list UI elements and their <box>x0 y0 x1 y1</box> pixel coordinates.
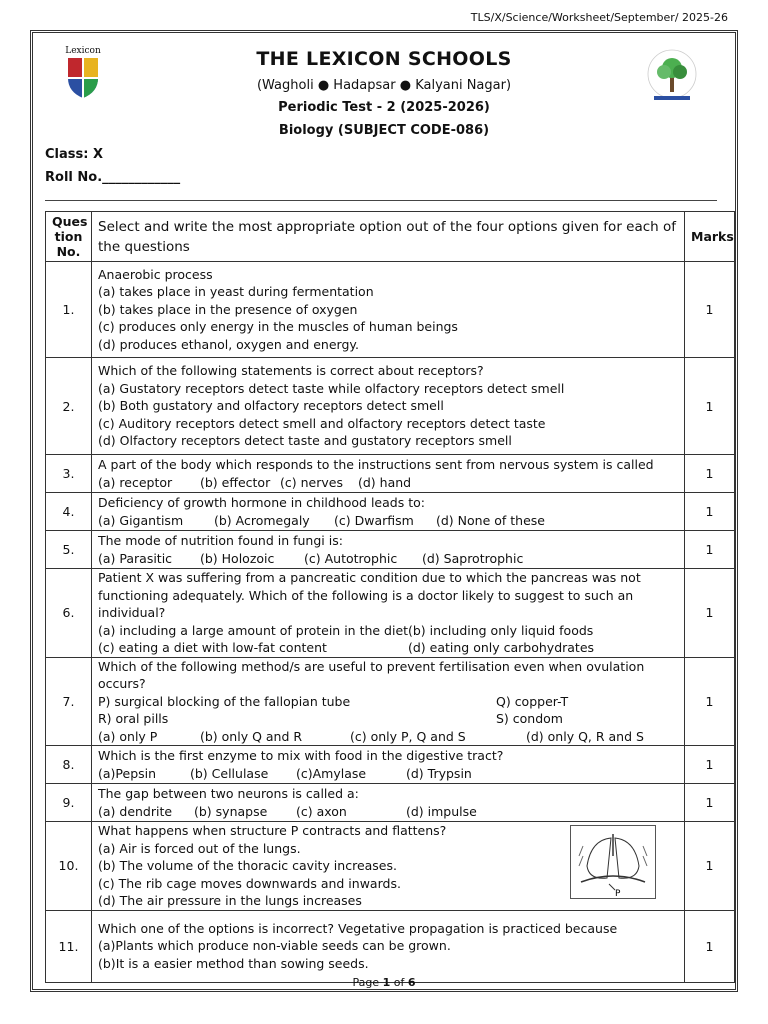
question-line: A part of the body which responds to the instructions sent from nervous system is called <box>98 457 654 472</box>
question-number: 9. <box>46 784 92 822</box>
option-row <box>98 728 678 746</box>
question-line: (d) The air pressure in the lungs increases <box>98 893 362 908</box>
footer-current-page: 1 <box>382 976 391 989</box>
school-name: THE LEXICON SCHOOLS <box>256 48 512 70</box>
question-marks: 1 <box>685 910 735 982</box>
marks-header: Marks <box>685 212 735 262</box>
option-item: (b) synapse <box>194 803 268 819</box>
option-row <box>98 512 678 530</box>
question-line: Deficiency of growth hormone in childhood leads to: <box>98 495 425 510</box>
option-item: (d) eating only carbohydrates <box>408 640 595 655</box>
qno-header: Ques tion No. <box>46 212 92 262</box>
question-line: Which of the following statements is correct about receptors? <box>98 363 484 379</box>
option-pair <box>98 693 678 711</box>
option-item: (c) only P, Q and S <box>350 728 466 744</box>
option-item: P) surgical blocking of the fallopian tube <box>98 693 351 709</box>
option-item: (d) Trypsin <box>406 765 472 781</box>
option-item: (d) None of these <box>436 512 545 528</box>
option-item: (c) Dwarfism <box>334 512 414 528</box>
question-number: 2. <box>46 358 92 455</box>
question-line: individual? <box>98 605 166 620</box>
question-row <box>46 910 735 982</box>
question-text <box>92 822 685 911</box>
question-text <box>92 455 685 493</box>
question-marks: 1 <box>685 358 735 455</box>
option-item: (a) including a large amount of protein in the diet <box>98 622 409 638</box>
option-item: (c) axon <box>296 803 347 819</box>
class-line: Class: X <box>45 147 103 162</box>
question-line: (a) takes place in yeast during fermentation <box>98 284 374 300</box>
question-line: What happens when structure P contracts and flattens? <box>98 823 447 838</box>
question-line: Anaerobic process <box>98 266 213 282</box>
question-row <box>46 822 735 911</box>
question-line: Which is the first enzyme to mix with food in the digestive tract? <box>98 748 504 763</box>
option-item: Q) copper-T <box>496 693 569 709</box>
question-text <box>92 569 685 658</box>
question-row <box>46 493 735 531</box>
option-item: (a)Pepsin <box>98 765 157 781</box>
question-line: (a)Plants which produce non-viable seeds can be grown. <box>98 938 451 954</box>
test-title: Periodic Test - 2 (2025-2026) <box>278 100 490 115</box>
question-row <box>46 455 735 493</box>
question-text <box>92 262 685 358</box>
option-pair <box>98 639 678 657</box>
question-row <box>46 657 735 746</box>
question-line: (b)It is a easier method than sowing seeds. <box>98 955 369 971</box>
option-item: (a) Gigantism <box>98 512 184 528</box>
question-table <box>45 211 735 983</box>
question-marks: 1 <box>685 784 735 822</box>
question-marks: 1 <box>685 657 735 746</box>
question-line: (a) Gustatory receptors detect taste while olfactory receptors detect smell <box>98 380 565 396</box>
question-line: (d) Olfactory receptors detect taste and gustatory receptors smell <box>98 433 512 449</box>
lungs-diagram-icon <box>571 826 655 898</box>
option-item: R) oral pills <box>98 711 169 726</box>
option-item: (a) receptor <box>98 474 173 490</box>
question-text <box>92 746 685 784</box>
question-row <box>46 784 735 822</box>
option-item: S) condom <box>496 711 563 726</box>
question-number: 3. <box>46 455 92 493</box>
separator-line <box>45 200 717 201</box>
branch-list: (Wagholi ● Hadapsar ● Kalyani Nagar) <box>256 78 512 93</box>
question-line: Which of the following method/s are useful to prevent fertilisation even when ovulation <box>98 658 645 674</box>
question-row <box>46 262 735 358</box>
question-number: 6. <box>46 569 92 658</box>
question-number: 5. <box>46 531 92 569</box>
option-item: (b) effector <box>200 474 271 490</box>
option-item: (d) hand <box>358 474 412 490</box>
question-text <box>92 784 685 822</box>
footer-of: of <box>390 976 408 989</box>
thorax-diagram <box>570 825 656 899</box>
question-line: occurs? <box>98 676 146 691</box>
question-row <box>46 531 735 569</box>
question-line: (c) The rib cage moves downwards and inwards. <box>98 875 401 891</box>
question-row <box>46 358 735 455</box>
question-number: 7. <box>46 657 92 746</box>
footer-total-pages: 6 <box>407 976 416 989</box>
question-number: 11. <box>46 910 92 982</box>
question-line: (c) produces only energy in the muscles of human beings <box>98 319 458 335</box>
question-row <box>46 569 735 658</box>
question-text <box>92 358 685 455</box>
instruction-header: Select and write the most appropriate option out of the four options given for each of the questions <box>92 212 685 262</box>
question-text <box>92 493 685 531</box>
question-marks: 1 <box>685 531 735 569</box>
question-line: The mode of nutrition found in fungi is: <box>98 533 343 548</box>
option-item: (d) Saprotrophic <box>422 550 524 566</box>
question-line: The gap between two neurons is called a: <box>98 786 359 801</box>
question-line: functioning adequately. Which of the following is a doctor likely to suggest to such an <box>98 587 634 603</box>
option-row <box>98 803 678 821</box>
footer-prefix: Page <box>352 976 383 989</box>
question-number: 8. <box>46 746 92 784</box>
option-item: (b) including only liquid foods <box>408 622 594 638</box>
question-number: 10. <box>46 822 92 911</box>
question-line: Patient X was suffering from a pancreatic condition due to which the pancreas was not <box>98 570 641 585</box>
logo-text: Lexicon <box>65 46 101 56</box>
question-row <box>46 746 735 784</box>
option-pair <box>98 622 678 640</box>
figure-label-p: P <box>615 889 621 898</box>
question-line: (b) Both gustatory and olfactory receptors detect smell <box>98 398 444 414</box>
question-marks: 1 <box>685 493 735 531</box>
option-pair <box>98 710 678 728</box>
document-reference-code: TLS/X/Science/Worksheet/September/ 2025-26 <box>470 11 728 24</box>
page-footer <box>0 976 768 989</box>
option-row <box>98 765 678 783</box>
option-row <box>98 474 678 492</box>
subject-title: Biology (SUBJECT CODE-086) <box>278 123 490 138</box>
option-row <box>98 550 678 568</box>
option-item: (d) impulse <box>406 803 477 819</box>
option-item: (c) eating a diet with low-fat content <box>98 640 327 655</box>
question-line: (d) produces ethanol, oxygen and energy. <box>98 336 359 352</box>
question-number: 1. <box>46 262 92 358</box>
table-header-row <box>46 212 735 262</box>
option-item: (b) only Q and R <box>200 728 303 744</box>
question-marks: 1 <box>685 822 735 911</box>
question-marks: 1 <box>685 262 735 358</box>
question-number: 4. <box>46 493 92 531</box>
option-item: (a) dendrite <box>98 803 173 819</box>
option-item: (a) only P <box>98 728 158 744</box>
question-line: (c) Auditory receptors detect smell and olfactory receptors detect taste <box>98 415 546 431</box>
option-item: (b) Acromegaly <box>214 512 310 528</box>
option-item: (c) nerves <box>280 474 343 490</box>
roll-number-field[interactable]: Roll No.____________ <box>45 170 181 185</box>
question-text <box>92 531 685 569</box>
question-line: Which one of the options is incorrect? Vegetative propagation is practiced because <box>98 920 618 936</box>
question-text <box>92 657 685 746</box>
question-line: (a) Air is forced out of the lungs. <box>98 840 301 856</box>
option-item: (c) Autotrophic <box>304 550 398 566</box>
option-item: (c)Amylase <box>296 765 367 781</box>
option-item: (b) Holozoic <box>200 550 275 566</box>
question-line: (b) takes place in the presence of oxygen <box>98 301 358 317</box>
option-item: (a) Parasitic <box>98 550 173 566</box>
question-marks: 1 <box>685 455 735 493</box>
option-item: (d) only Q, R and S <box>526 728 644 744</box>
option-item: (b) Cellulase <box>190 765 269 781</box>
question-text <box>92 910 685 982</box>
question-line: (b) The volume of the thoracic cavity increases. <box>98 858 397 873</box>
question-marks: 1 <box>685 569 735 658</box>
question-marks: 1 <box>685 746 735 784</box>
